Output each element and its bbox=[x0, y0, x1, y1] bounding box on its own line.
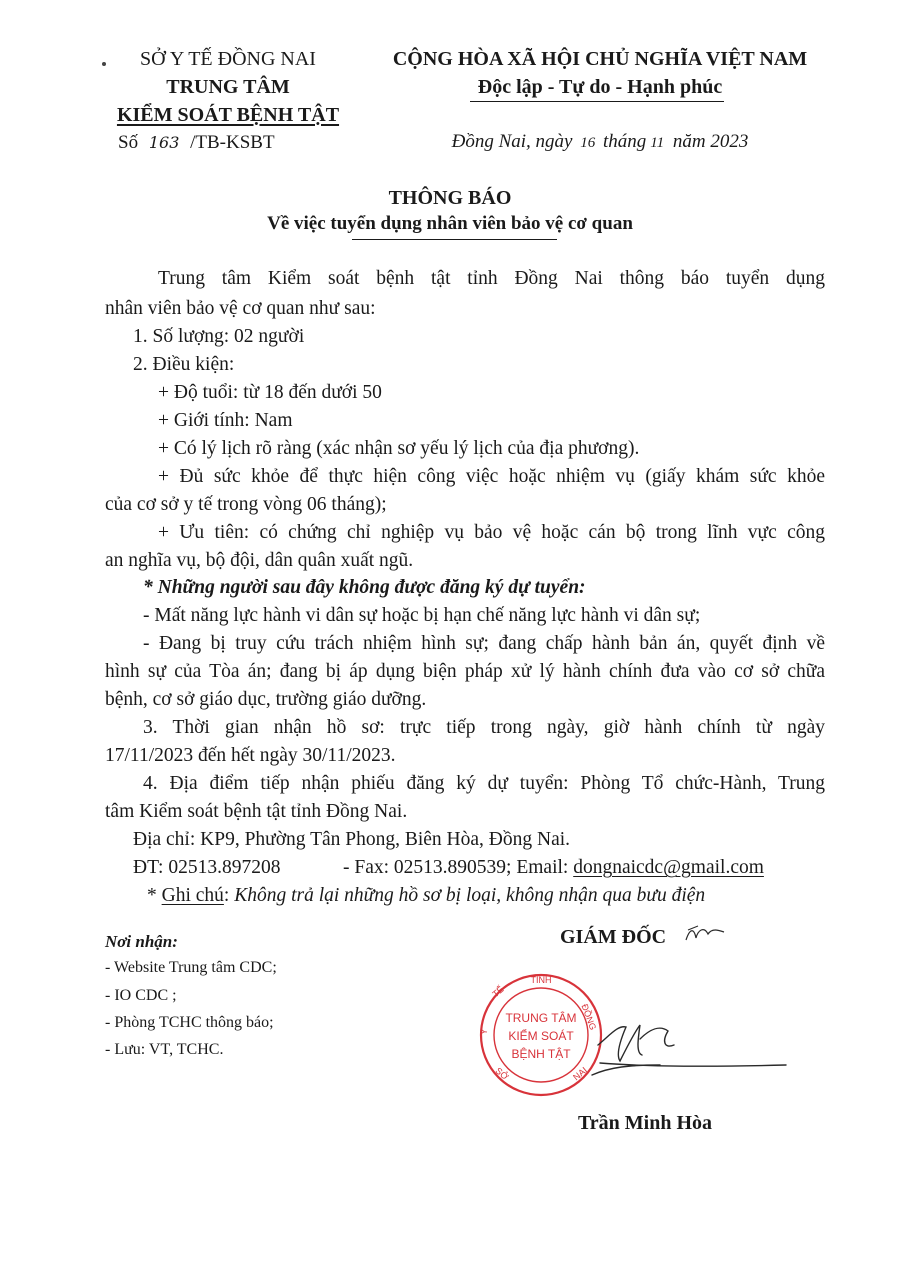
condition-health-1: + Đủ sức khỏe để thực hiện công việc hoặc nhiệm vụ (giấy khám sức khỏe bbox=[158, 466, 825, 487]
signer-name: Trần Minh Hòa bbox=[577, 1112, 713, 1134]
email-link[interactable]: dongnaicdc@gmail.com bbox=[573, 857, 764, 878]
note-text: Không trả lại những hồ sơ bị loại, không nhận qua bưu điện bbox=[234, 885, 706, 906]
note-colon: : bbox=[223, 885, 235, 906]
document-number bbox=[118, 132, 275, 154]
recipient-item: - Lưu: VT, TCHC. bbox=[105, 1041, 224, 1058]
doc-no-prefix: Số bbox=[118, 132, 139, 153]
condition-background: + Có lý lịch rõ ràng (xác nhận sơ yếu lý lịch của địa phương). bbox=[158, 438, 640, 459]
doc-no-handwritten: 163 bbox=[148, 133, 180, 152]
date-day: 16 bbox=[580, 135, 596, 151]
signer-title: GIÁM ĐỐC bbox=[560, 926, 667, 948]
condition-gender: + Giới tính: Nam bbox=[158, 410, 293, 431]
country-name: CỘNG HÒA XÃ HỘI CHỦ NGHĨA VIỆT NAM bbox=[392, 48, 808, 70]
excluded-item-1: - Mất năng lực hành vi dân sự hoặc bị hạn chế năng lực hành vi dân sự; bbox=[143, 605, 701, 626]
department-name: SỞ Y TẾ ĐỒNG NAI bbox=[140, 48, 316, 70]
recipient-item: - IO CDC ; bbox=[105, 987, 177, 1004]
item-location-1: 4. Địa điểm tiếp nhận phiếu đăng ký dự tuyển: Phòng Tổ chức-Hành, Trung bbox=[143, 773, 825, 794]
note-label: Ghi chú bbox=[161, 885, 224, 906]
stamp-line-3: BỆNH TẬT bbox=[511, 1047, 571, 1061]
excluded-heading: * Những người sau đây không được đăng ký dự tuyển: bbox=[143, 577, 586, 598]
organization-name-text: KIỂM SOÁT BỆNH TẬT bbox=[116, 104, 340, 126]
official-stamp bbox=[478, 972, 604, 1098]
item-time-2: 17/11/2023 đến hết ngày 30/11/2023. bbox=[105, 745, 396, 766]
motto-underline bbox=[470, 101, 724, 102]
condition-priority-2: an nghĩa vụ, bộ đội, dân quân xuất ngũ. bbox=[105, 550, 414, 571]
national-motto: Độc lập - Tự do - Hạnh phúc bbox=[477, 76, 723, 98]
stamp-ring-bottom-left: SỞ bbox=[493, 1065, 511, 1082]
contact-phone: ĐT: 02513.897208 bbox=[133, 857, 281, 878]
date-prefix: Đồng Nai, ngày bbox=[451, 131, 573, 152]
recipient-item: - Phòng TCHC thông báo; bbox=[105, 1014, 274, 1031]
note-star: * bbox=[147, 885, 162, 906]
organization-name-line1: TRUNG TÂM bbox=[166, 76, 290, 98]
stamp-line-1: TRUNG TÂM bbox=[505, 1011, 577, 1025]
excluded-item-2-line2: hình sự của Tòa án; đang bị áp dụng biện pháp xử lý hành chính đưa vào cơ sở chữa bbox=[105, 661, 825, 682]
condition-health-2: của cơ sở y tế trong vòng 06 tháng); bbox=[105, 494, 387, 515]
stamp-ring-top: TỈNH bbox=[530, 975, 552, 985]
initial-mark-icon bbox=[684, 922, 726, 946]
excluded-item-2-line3: bệnh, cơ sở giáo dục, trường giáo dưỡng. bbox=[105, 689, 427, 710]
stamp-ring-right: ĐỒNG bbox=[579, 1002, 599, 1032]
intro-line-2: nhân viên bảo vệ cơ quan như sau: bbox=[105, 298, 376, 319]
item-conditions: 2. Điều kiện: bbox=[133, 354, 235, 375]
date-month-label: tháng bbox=[602, 131, 647, 152]
subtitle-underline bbox=[352, 239, 557, 240]
document-title: THÔNG BÁO bbox=[388, 187, 512, 209]
organization-name-line2 bbox=[88, 104, 368, 127]
stamp-ring-left: Y bbox=[478, 1028, 490, 1036]
item-quantity: 1. Số lượng: 02 người bbox=[133, 326, 305, 347]
stamp-ring-left2: TẾ bbox=[490, 984, 506, 1000]
date-month: 11 bbox=[650, 135, 665, 151]
fax-email-text: - Fax: 02513.890539; Email: bbox=[343, 857, 574, 878]
excluded-item-2-line1: - Đang bị truy cứu trách nhiệm hình sự; đang chấp hành bản án, quyết định về bbox=[143, 633, 825, 654]
doc-no-suffix: /TB-KSBT bbox=[190, 132, 275, 153]
issue-date bbox=[375, 131, 825, 153]
note bbox=[147, 885, 705, 907]
stamp-line-2: KIỂM SOÁT bbox=[508, 1029, 574, 1043]
condition-priority-1: + Ưu tiên: có chứng chỉ nghiệp vụ bảo vệ hoặc cán bộ trong lĩnh vực công bbox=[158, 522, 825, 543]
address: Địa chỉ: KP9, Phường Tân Phong, Biên Hòa, Đồng Nai. bbox=[133, 829, 571, 850]
recipient-item: - Website Trung tâm CDC; bbox=[105, 959, 277, 976]
recipients-heading: Nơi nhận: bbox=[105, 932, 178, 951]
item-location-2: tâm Kiểm soát bệnh tật tỉnh Đồng Nai. bbox=[105, 801, 408, 822]
condition-age: + Độ tuổi: từ 18 đến dưới 50 bbox=[158, 382, 382, 403]
item-time-1: 3. Thời gian nhận hồ sơ: trực tiếp trong ngày, giờ hành chính từ ngày bbox=[143, 717, 825, 738]
document-subtitle: Về việc tuyển dụng nhân viên bảo vệ cơ quan bbox=[267, 213, 633, 234]
intro-line-1: Trung tâm Kiểm soát bệnh tật tỉnh Đồng Nai thông báo tuyển dụng bbox=[158, 268, 825, 289]
handwritten-signature bbox=[590, 1005, 790, 1085]
date-year: năm 2023 bbox=[672, 131, 749, 152]
stamp-ring-bottom-right: NAI bbox=[571, 1065, 590, 1083]
contact-fax-email bbox=[343, 857, 764, 879]
